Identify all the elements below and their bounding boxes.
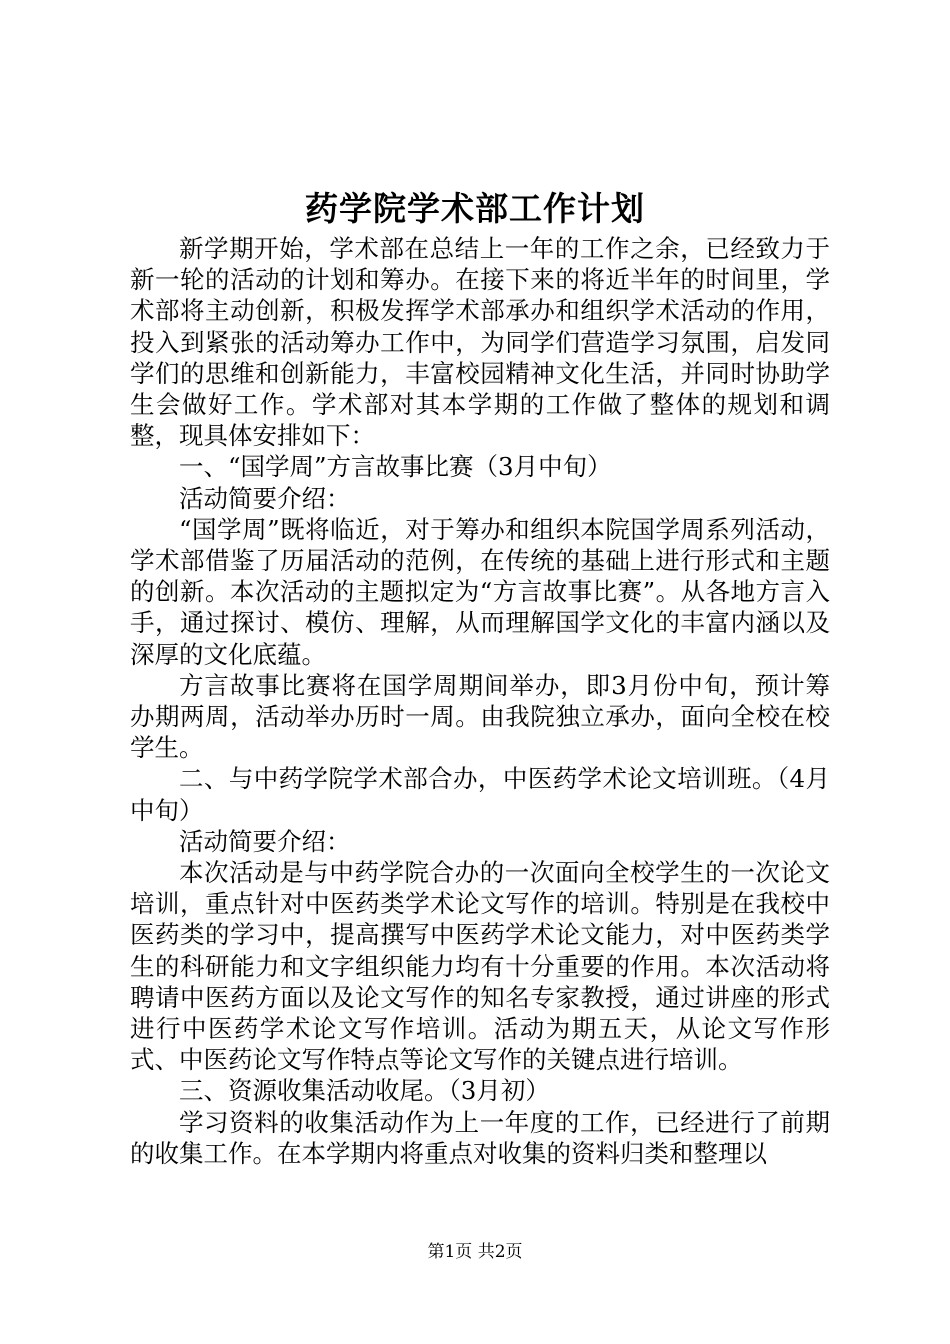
document-body	[130, 233, 830, 1169]
paragraph-item-2-description: 本次活动是与中药学院合办的一次面向全校学生的一次论文培训，重点针对中医药类学术论文写作的培训。特别是在我校中医药类的学习中，提高撰写中医药学术论文能力，对中医药类学生的科研能力和文字组织能力均有十分重要的作用。本次活动将聘请中医药方面以及论文写作的知名专家教授，通过讲座的形式进行中医药学术论文写作培训。活动为期五天，从论文写作形式、中医药论文写作特点等论文写作的关键点进行培训。	[130, 858, 830, 1075]
heading-item-1: 一、“国学周”方言故事比赛（3月中旬）	[179, 452, 612, 482]
subheading-intro-2: 活动简要介绍：	[179, 826, 351, 856]
subheading-intro-1: 活动简要介绍：	[179, 483, 351, 513]
paragraph-item-3-description: 学习资料的收集活动作为上一年度的工作，已经进行了前期的收集工作。在本学期内将重点对收集的资料归类和整理以	[130, 1107, 830, 1168]
paragraph-intro: 新学期开始，学术部在总结上一年的工作之余，已经致力于新一轮的活动的计划和筹办。在接下来的将近半年的时间里，学术部将主动创新，积极发挥学术部承办和组织学术活动的作用，投入到紧张的活动筹办工作中，为同学们营造学习氛围，启发同学们的思维和创新能力，丰富校园精神文化生活，并同时协助学生会做好工作。学术部对其本学期的工作做了整体的规划和调整，现具体安排如下：	[130, 234, 830, 451]
paragraph-item-1-schedule: 方言故事比赛将在国学周期间举办，即3月份中旬，预计筹办期两周，活动举办历时一周。由我院独立承办，面向全校在校学生。	[130, 670, 830, 763]
document-title: 药学院学术部工作计划	[305, 189, 645, 228]
heading-item-3: 三、资源收集活动收尾。（3月初）	[179, 1076, 550, 1106]
page-footer: 第1页 共2页	[427, 1242, 523, 1262]
heading-item-2: 二、与中药学院学术部合办，中医药学术论文培训班。（4月中旬）	[130, 764, 830, 825]
paragraph-item-1-description: “国学周”既将临近，对于筹办和组织本院国学周系列活动，学术部借鉴了历届活动的范例，在传统的基础上进行形式和主题的创新。本次活动的主题拟定为“方言故事比赛”。从各地方言入手，通过探讨、模仿、理解，从而理解国学文化的丰富内涵以及深厚的文化底蕴。	[130, 514, 830, 669]
